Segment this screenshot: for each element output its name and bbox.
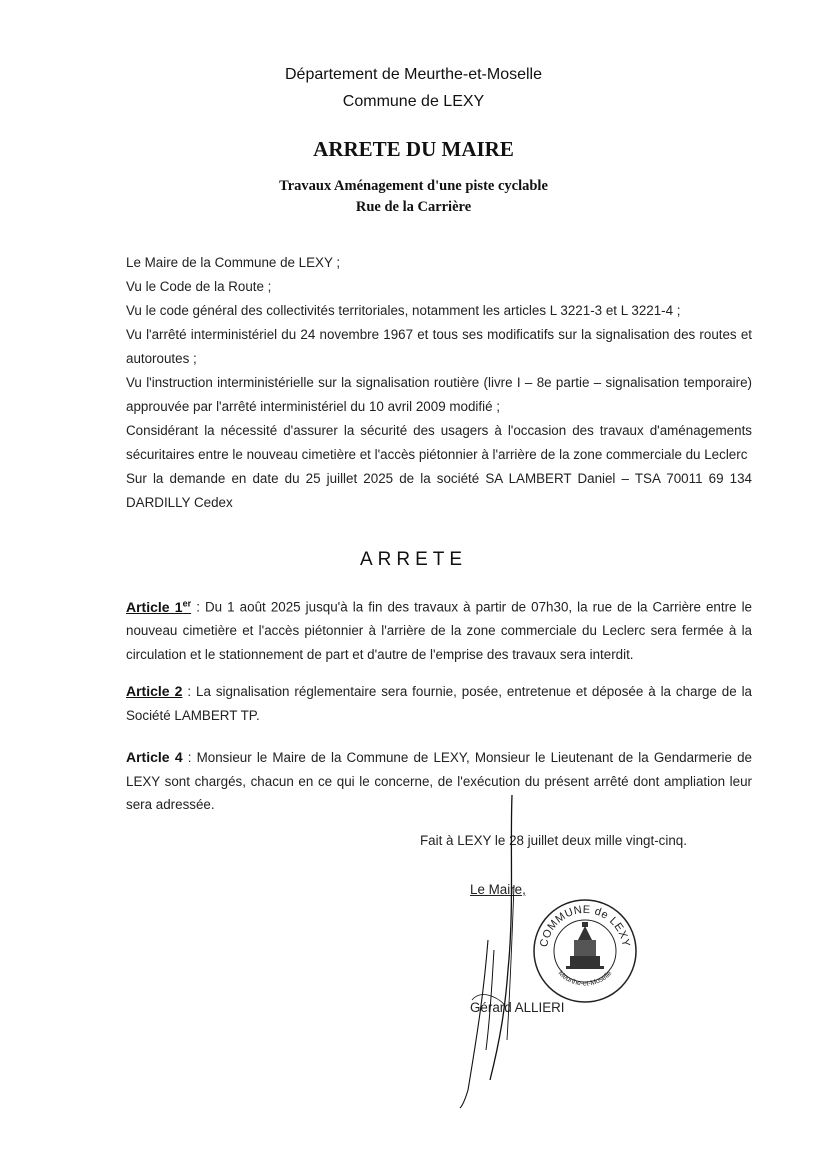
visa-item: Vu l'arrêté interministériel du 24 novembre 1967 et tous ses modificatifs sur la signalisation des routes et autoroutes ; bbox=[126, 327, 752, 366]
visa-item: Vu le Code de la Route ; bbox=[126, 279, 272, 294]
visas-list bbox=[126, 251, 752, 515]
article-4 bbox=[126, 746, 752, 817]
visa-item: Vu l'instruction interministérielle sur la signalisation routière (livre I – 8e partie – signalisation temporaire) approuvée par l'arrêté interministériel du 10 avril 2009 modifié ; bbox=[126, 375, 752, 414]
article-4-label: Article 4 bbox=[126, 749, 183, 765]
article-2-label: Article 2 bbox=[126, 683, 183, 699]
place-and-date: Fait à LEXY le 28 juillet deux mille vingt-cinq. bbox=[420, 833, 687, 848]
decree-title: ARRETE DU MAIRE bbox=[313, 137, 514, 161]
decision-heading: ARRETE bbox=[359, 549, 468, 570]
article-2 bbox=[126, 680, 752, 727]
seal-top-text: COMMUNE de LEXY bbox=[538, 903, 632, 949]
visa-item: Vu le code général des collectivités territoriales, notamment les articles L 3221-3 et L 3221-4 ; bbox=[126, 303, 681, 318]
seal-emblem bbox=[566, 922, 604, 969]
commune-name: Commune de LEXY bbox=[342, 93, 485, 110]
seal-bottom-text: Meurthe-et-Moselle bbox=[556, 969, 614, 988]
visa-item: Considérant la nécessité d'assurer la sécurité des usagers à l'occasion des travaux d'aménagements sécuritaires entre le nouveau cimetière et l'accès piétonnier à l'arrière de la zone commerciale du Leclerc bbox=[126, 423, 752, 462]
department-name: Département de Meurthe-et-Moselle bbox=[284, 66, 542, 83]
subject-line-1: Travaux Aménagement d'une piste cyclable bbox=[279, 178, 548, 194]
visa-item: Le Maire de la Commune de LEXY ; bbox=[126, 255, 341, 270]
article-4-text: : Monsieur le Maire de la Commune de LEXY, Monsieur le Lieutenant de la Gendarmerie de LEXY sont chargés, chacun en ce qui le concerne, de l'exécution du présent arrêté dont ampliation leur sera adressée. bbox=[126, 750, 752, 812]
article-1 bbox=[126, 592, 752, 666]
visa-item: Sur la demande en date du 25 juillet 2025 de la société SA LAMBERT Daniel – TSA 70011 69 134 DARDILLY Cedex bbox=[126, 471, 752, 510]
signer-name: Gérard ALLIERI bbox=[470, 1000, 565, 1015]
subject-line-2: Rue de la Carrière bbox=[355, 199, 472, 215]
municipal-seal bbox=[530, 896, 640, 1006]
article-1-text: : Du 1 août 2025 jusqu'à la fin des travaux à partir de 07h30, la rue de la Carrière entre le nouveau cimetière et l'accès piétonnier à l'arrière de la zone commerciale du Leclerc sera fermée à la circulation et le stationnement de part et d'autre de l'emprise des travaux sera interdit. bbox=[126, 599, 753, 662]
article-2-text: : La signalisation réglementaire sera fournie, posée, entretenue et déposée à la charge de la Société LAMBERT TP. bbox=[126, 684, 752, 723]
article-1-label: Article 1er bbox=[126, 598, 192, 615]
mayor-role: Le Maire, bbox=[470, 882, 526, 897]
svg-text:Meurthe-et-Moselle bbox=[557, 970, 614, 988]
